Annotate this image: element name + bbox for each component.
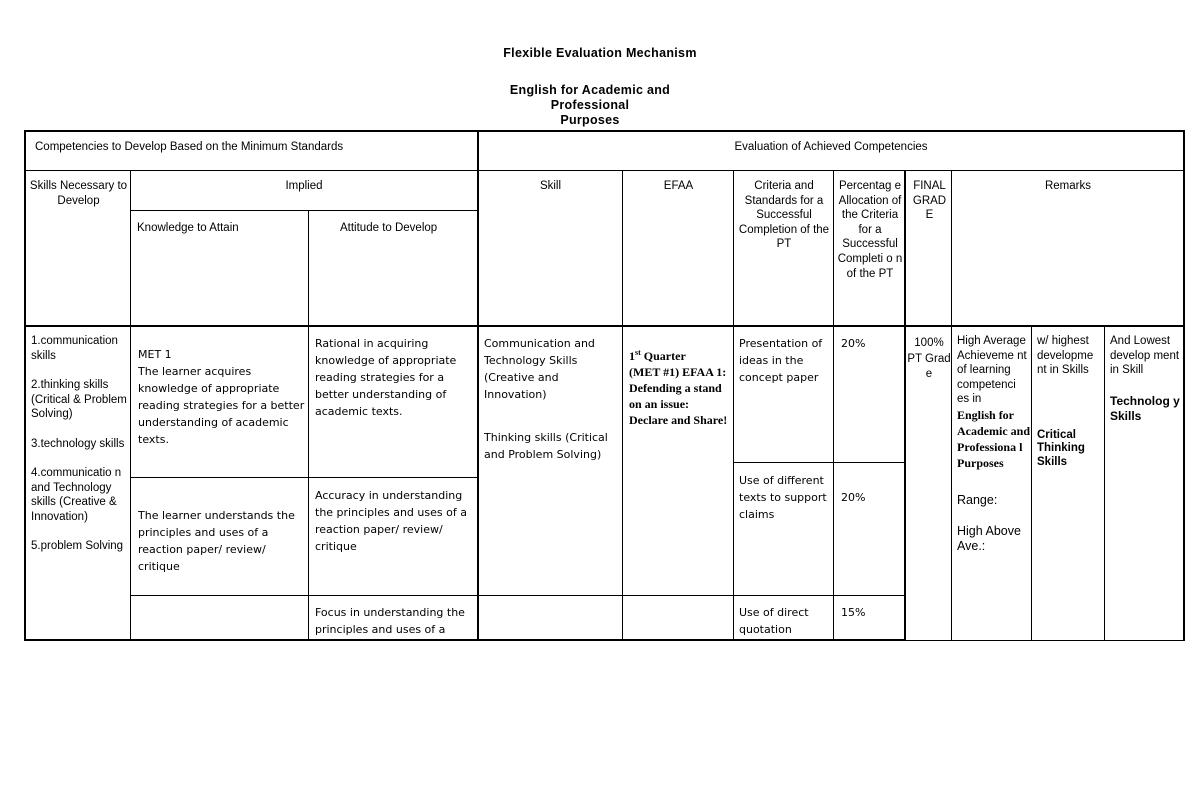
row-divider: [130, 477, 478, 478]
column-divider: [1104, 325, 1105, 641]
efaa-quarter: [629, 348, 731, 364]
row-divider: [24, 325, 1184, 327]
column-divider: [733, 170, 734, 641]
skills-list-item: 1.communication skills: [31, 335, 118, 362]
remarks-text: High Average Achieveme nt of learning competenci es in: [957, 335, 1027, 405]
table-border-left: [24, 130, 26, 641]
column-divider: [477, 130, 479, 641]
skill-text: Thinking skills (Critical and Problem Solving): [484, 431, 608, 461]
table-border-bottom: [905, 640, 1184, 641]
column-header-skill: Skill: [539, 180, 562, 192]
criteria-cell-3: Use of direct quotation: [739, 606, 809, 636]
table-border-top: [24, 130, 1184, 132]
column-divider: [622, 170, 623, 641]
remarks-text: w/ highest developme nt in Skills: [1037, 335, 1094, 376]
attitude-cell-1: Rational in acquiring knowledge of appropriate reading strategies for a better understanding of academic texts.: [315, 337, 457, 418]
criteria-cell-1: Presentation of ideas in the concept paper: [739, 337, 823, 384]
column-header-efaa: EFAA: [663, 180, 694, 192]
efaa-text: (MET #1) EFAA 1: Defending a stand on an issue: Declare and Share!: [629, 365, 728, 427]
efaa-quarter-number: 1: [629, 349, 635, 363]
group-header-evaluation: Evaluation of Achieved Competencies: [734, 141, 928, 153]
remarks-high-label: High Above Ave.:: [957, 523, 1021, 553]
remarks-skill: Technolog y Skills: [1110, 393, 1180, 423]
column-header-attitude: Attitude to Develop: [340, 222, 438, 234]
column-divider: [130, 170, 131, 641]
knowledge-text: The learner acquires knowledge of appropriate reading strategies for a better understanding of academic texts.: [138, 365, 305, 446]
column-divider: [1031, 325, 1032, 641]
remarks-subject: English for Academic and Professiona l Purposes: [957, 407, 1030, 470]
skills-list-item: 3.technology skills: [31, 437, 125, 450]
document-title: Flexible Evaluation Mechanism: [503, 46, 697, 60]
row-divider: [130, 595, 905, 596]
group-header-competencies: Competencies to Develop Based on the Minimum Standards: [35, 141, 344, 153]
efaa-quarter-label: Quarter: [640, 349, 686, 363]
column-divider: [833, 170, 834, 641]
remarks-range-label: Range:: [957, 492, 998, 507]
skills-list: [31, 334, 130, 634]
remarks-cell-highest: [1037, 334, 1104, 469]
met-label: MET 1: [138, 348, 172, 361]
skill-text: Communication and Technology Skills (Creative and Innovation): [484, 337, 595, 401]
criteria-cell-2: Use of different texts to support claims: [739, 474, 827, 521]
document-subtitle: [470, 83, 710, 128]
skill-cell: [484, 335, 620, 463]
row-divider: [733, 462, 904, 463]
efaa-quarter-suffix: st: [635, 348, 641, 357]
subtitle-line-1: English for Academic and Professional: [509, 83, 671, 112]
row-divider: [130, 210, 478, 211]
column-header-knowledge: Knowledge to Attain: [137, 222, 239, 234]
column-header-remarks: Remarks: [1044, 180, 1091, 192]
table-border-bottom: [24, 639, 906, 641]
remarks-skill: Critical Thinking Skills: [1037, 428, 1085, 468]
remarks-cell-lowest: [1110, 334, 1182, 424]
remarks-text: And Lowest develop ment in Skill: [1110, 335, 1180, 376]
row-divider: [24, 170, 1184, 171]
knowledge-cell-2: The learner understands the principles and uses of a reaction paper/ review/ critique: [138, 509, 295, 573]
efaa-cell: [629, 348, 731, 428]
percent-cell-3: 15%: [841, 606, 866, 619]
column-divider: [904, 170, 906, 641]
skills-list-item: 2.thinking skills (Critical & Problem Solving): [31, 379, 127, 420]
subtitle-line-2: Purposes: [560, 113, 620, 127]
knowledge-cell-1: [138, 346, 306, 448]
attitude-cell-2: Accuracy in understanding the principles and uses of a reaction paper/ review/ critique: [315, 489, 467, 553]
percent-cell-2: 20%: [841, 491, 866, 504]
percent-cell-1: 20%: [841, 337, 866, 350]
table-border-right: [1183, 130, 1185, 641]
final-grade-cell: 100% PT Grad e: [907, 337, 951, 380]
column-header-implied: Implied: [285, 180, 323, 192]
remarks-cell-average: [957, 334, 1031, 554]
column-header-percentage: Percentag e Allocation of the Criteria for a Successful Completi o n of the PT: [837, 180, 903, 280]
skills-list-item: 5.problem Solving: [31, 540, 124, 552]
column-header-skills: Skills Necessary to Develop: [29, 180, 128, 207]
column-divider: [308, 210, 309, 641]
column-header-criteria: Criteria and Standards for a Successful Completion of the PT: [738, 180, 830, 250]
attitude-cell-3: Focus in understanding the principles and uses of a: [315, 606, 465, 636]
skills-list-item: 4.communicatio n and Technology skills (Creative & Innovation): [31, 467, 122, 523]
column-divider: [951, 170, 952, 641]
column-header-final-grade: FINAL GRAD E: [912, 180, 947, 221]
